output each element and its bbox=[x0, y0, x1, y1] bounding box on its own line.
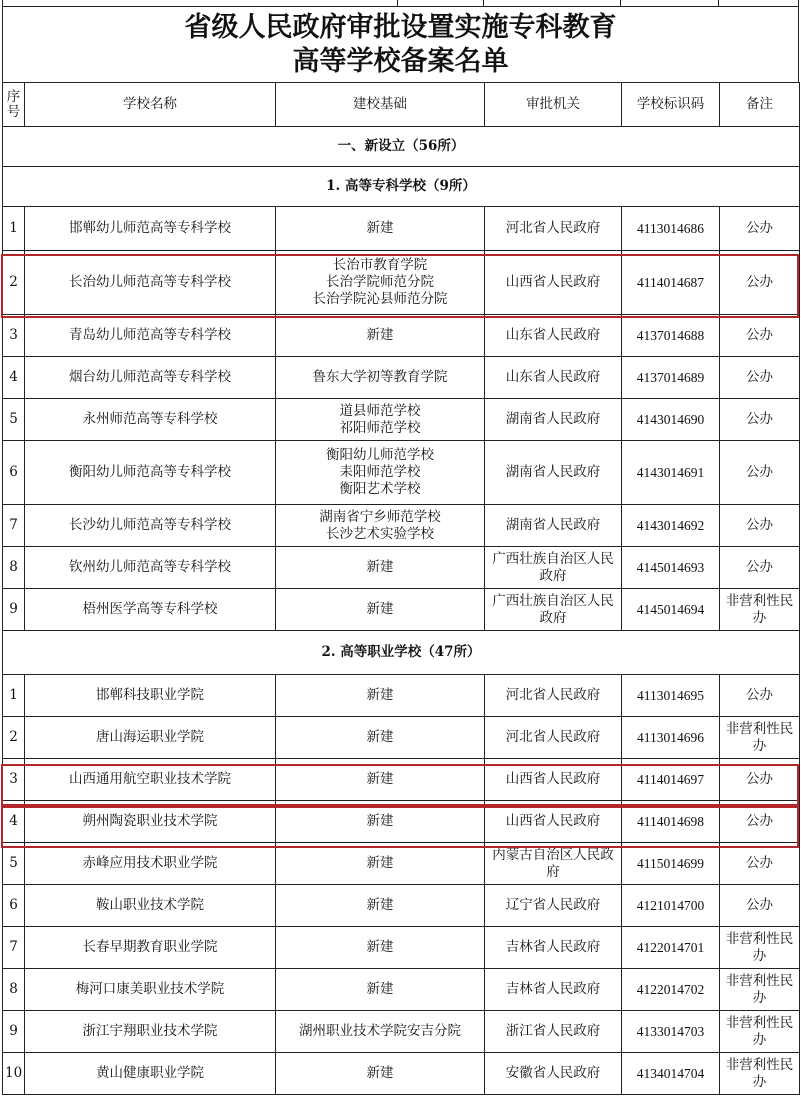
approval-authority: 吉林省人民政府 bbox=[485, 927, 622, 969]
title-line-1: 省级人民政府审批设置实施专科教育 bbox=[184, 12, 617, 43]
school-note: 公办 bbox=[720, 441, 800, 505]
approval-authority: 山西省人民政府 bbox=[485, 759, 622, 801]
title-line-2: 高等学校备案名单 bbox=[292, 46, 509, 77]
basis-line: 新建 bbox=[366, 601, 394, 617]
basis-line: 长治市教育学院 bbox=[332, 257, 428, 273]
table-row bbox=[3, 547, 800, 589]
school-name: 梅河口康美职业技术学院 bbox=[25, 969, 276, 1011]
subsection-title-1: 1. 高等专科学校（9所） bbox=[3, 167, 800, 207]
table-row bbox=[3, 589, 800, 631]
founding-basis bbox=[276, 589, 485, 631]
row-seq: 9 bbox=[3, 589, 25, 631]
school-name: 长沙幼儿师范高等专科学校 bbox=[25, 505, 276, 547]
section-title: 一、新设立（56所） bbox=[3, 127, 800, 167]
approval-authority: 河北省人民政府 bbox=[485, 717, 622, 759]
subsection-row bbox=[3, 167, 800, 207]
row-seq: 1 bbox=[3, 675, 25, 717]
approval-authority: 山东省人民政府 bbox=[485, 315, 622, 357]
basis-line: 新建 bbox=[366, 813, 394, 829]
school-note: 非营利性民办 bbox=[720, 589, 800, 631]
founding-basis bbox=[276, 251, 485, 315]
basis-line: 衡阳艺术学校 bbox=[339, 481, 421, 497]
founding-basis bbox=[276, 547, 485, 589]
table-row bbox=[3, 1011, 800, 1053]
school-name: 烟台幼儿师范高等专科学校 bbox=[25, 357, 276, 399]
school-code: 4143014692 bbox=[622, 505, 720, 547]
row-seq: 10 bbox=[3, 1053, 25, 1095]
founding-basis bbox=[276, 441, 485, 505]
row-seq: 1 bbox=[3, 207, 25, 251]
basis-line: 耒阳师范学校 bbox=[339, 464, 421, 480]
section-row bbox=[3, 127, 800, 167]
school-name: 山西通用航空职业技术学院 bbox=[25, 759, 276, 801]
founding-basis bbox=[276, 315, 485, 357]
school-note: 非营利性民办 bbox=[720, 717, 800, 759]
row-seq: 2 bbox=[3, 251, 25, 315]
school-code: 4143014690 bbox=[622, 399, 720, 441]
subsection-row bbox=[3, 631, 800, 675]
school-note: 公办 bbox=[720, 399, 800, 441]
school-name: 永州师范高等专科学校 bbox=[25, 399, 276, 441]
basis-line: 新建 bbox=[366, 897, 394, 913]
document-title bbox=[2, 6, 799, 82]
school-name: 朔州陶瓷职业技术学院 bbox=[25, 801, 276, 843]
approval-authority: 山西省人民政府 bbox=[485, 801, 622, 843]
basis-line: 新建 bbox=[366, 220, 394, 236]
school-code: 4134014704 bbox=[622, 1053, 720, 1095]
founding-basis bbox=[276, 207, 485, 251]
school-note: 非营利性民办 bbox=[720, 969, 800, 1011]
school-name: 长治幼儿师范高等专科学校 bbox=[25, 251, 276, 315]
school-note: 公办 bbox=[720, 675, 800, 717]
basis-line: 湖州职业技术学院安吉分院 bbox=[299, 1023, 461, 1039]
approval-authority: 山东省人民政府 bbox=[485, 357, 622, 399]
school-code: 4114014697 bbox=[622, 759, 720, 801]
table-header-row bbox=[3, 83, 800, 127]
founding-basis bbox=[276, 399, 485, 441]
row-seq: 7 bbox=[3, 505, 25, 547]
row-seq: 2 bbox=[3, 717, 25, 759]
approval-authority: 湖南省人民政府 bbox=[485, 505, 622, 547]
row-seq: 8 bbox=[3, 969, 25, 1011]
basis-line: 新建 bbox=[366, 559, 394, 575]
school-code: 4145014693 bbox=[622, 547, 720, 589]
basis-line: 衡阳幼儿师范学校 bbox=[326, 447, 434, 463]
row-seq: 5 bbox=[3, 399, 25, 441]
school-note: 公办 bbox=[720, 505, 800, 547]
school-name: 邯郸科技职业学院 bbox=[25, 675, 276, 717]
school-code: 4114014698 bbox=[622, 801, 720, 843]
school-code: 4113014695 bbox=[622, 675, 720, 717]
founding-basis bbox=[276, 357, 485, 399]
table-row bbox=[3, 969, 800, 1011]
approval-authority: 吉林省人民政府 bbox=[485, 969, 622, 1011]
basis-line: 新建 bbox=[366, 981, 394, 997]
table-row bbox=[3, 399, 800, 441]
school-code: 4114014687 bbox=[622, 251, 720, 315]
school-note: 公办 bbox=[720, 207, 800, 251]
row-seq: 6 bbox=[3, 885, 25, 927]
school-note: 公办 bbox=[720, 547, 800, 589]
table-row bbox=[3, 207, 800, 251]
basis-line: 道县师范学校 bbox=[339, 402, 421, 419]
school-note: 公办 bbox=[720, 759, 800, 801]
founding-basis bbox=[276, 759, 485, 801]
founding-basis bbox=[276, 885, 485, 927]
header-basis: 建校基础 bbox=[276, 83, 485, 127]
table-row bbox=[3, 759, 800, 801]
table-row bbox=[3, 885, 800, 927]
school-code: 4137014689 bbox=[622, 357, 720, 399]
header-name: 学校名称 bbox=[25, 83, 276, 127]
approval-authority: 广西壮族自治区人民政府 bbox=[485, 589, 622, 631]
founding-basis bbox=[276, 717, 485, 759]
school-note: 公办 bbox=[720, 885, 800, 927]
school-code: 4137014688 bbox=[622, 315, 720, 357]
row-seq: 5 bbox=[3, 843, 25, 885]
school-name: 长春早期教育职业学院 bbox=[25, 927, 276, 969]
approval-authority: 内蒙古自治区人民政府 bbox=[485, 843, 622, 885]
row-seq: 8 bbox=[3, 547, 25, 589]
approval-authority: 山西省人民政府 bbox=[485, 251, 622, 315]
school-name: 青岛幼儿师范高等专科学校 bbox=[25, 315, 276, 357]
basis-line: 祁阳师范学校 bbox=[339, 419, 421, 436]
row-seq: 3 bbox=[3, 759, 25, 801]
founding-basis bbox=[276, 1053, 485, 1095]
approval-authority: 辽宁省人民政府 bbox=[485, 885, 622, 927]
basis-line: 新建 bbox=[366, 729, 394, 745]
header-seq: 序号 bbox=[3, 83, 25, 127]
header-note: 备注 bbox=[720, 83, 800, 127]
school-name: 邯郸幼儿师范高等专科学校 bbox=[25, 207, 276, 251]
row-seq: 6 bbox=[3, 441, 25, 505]
table-row bbox=[3, 843, 800, 885]
table-row bbox=[3, 441, 800, 505]
school-name: 赤峰应用技术职业学院 bbox=[25, 843, 276, 885]
row-seq: 7 bbox=[3, 927, 25, 969]
school-name: 唐山海运职业学院 bbox=[25, 717, 276, 759]
founding-basis bbox=[276, 505, 485, 547]
table-row bbox=[3, 927, 800, 969]
table-row bbox=[3, 505, 800, 547]
founding-basis bbox=[276, 843, 485, 885]
header-code: 学校标识码 bbox=[622, 83, 720, 127]
approval-authority: 浙江省人民政府 bbox=[485, 1011, 622, 1053]
basis-line: 新建 bbox=[366, 687, 394, 703]
row-seq: 4 bbox=[3, 357, 25, 399]
school-code: 4113014696 bbox=[622, 717, 720, 759]
school-name: 钦州幼儿师范高等专科学校 bbox=[25, 547, 276, 589]
approval-authority: 河北省人民政府 bbox=[485, 207, 622, 251]
school-name: 鞍山职业技术学院 bbox=[25, 885, 276, 927]
school-code: 4145014694 bbox=[622, 589, 720, 631]
school-code: 4122014702 bbox=[622, 969, 720, 1011]
table-row bbox=[3, 1053, 800, 1095]
basis-line: 新建 bbox=[366, 1065, 394, 1081]
subsection-title-2: 2. 高等职业学校（47所） bbox=[3, 631, 800, 675]
school-name: 浙江宇翔职业技术学院 bbox=[25, 1011, 276, 1053]
school-note: 非营利性民办 bbox=[720, 1053, 800, 1095]
school-code: 4133014703 bbox=[622, 1011, 720, 1053]
table-row bbox=[3, 675, 800, 717]
row-seq: 9 bbox=[3, 1011, 25, 1053]
school-code: 4122014701 bbox=[622, 927, 720, 969]
table-row bbox=[3, 717, 800, 759]
school-table bbox=[2, 82, 800, 1095]
table-row bbox=[3, 357, 800, 399]
school-note: 公办 bbox=[720, 251, 800, 315]
basis-line: 新建 bbox=[366, 939, 394, 955]
school-note: 公办 bbox=[720, 801, 800, 843]
approval-authority: 湖南省人民政府 bbox=[485, 399, 622, 441]
approval-authority: 安徽省人民政府 bbox=[485, 1053, 622, 1095]
basis-line: 鲁东大学初等教育学院 bbox=[312, 369, 448, 385]
founding-basis bbox=[276, 801, 485, 843]
school-code: 4143014691 bbox=[622, 441, 720, 505]
founding-basis bbox=[276, 969, 485, 1011]
table-row bbox=[3, 315, 800, 357]
school-note: 公办 bbox=[720, 315, 800, 357]
row-seq: 3 bbox=[3, 315, 25, 357]
school-code: 4121014700 bbox=[622, 885, 720, 927]
approval-authority: 广西壮族自治区人民政府 bbox=[485, 547, 622, 589]
school-name: 梧州医学高等专科学校 bbox=[25, 589, 276, 631]
approval-authority: 河北省人民政府 bbox=[485, 675, 622, 717]
basis-line: 新建 bbox=[366, 855, 394, 871]
basis-line: 长治学院沁县师范分院 bbox=[312, 291, 448, 307]
basis-line: 长沙艺术实验学校 bbox=[326, 525, 434, 542]
school-name: 黄山健康职业学院 bbox=[25, 1053, 276, 1095]
school-note: 非营利性民办 bbox=[720, 927, 800, 969]
row-seq: 4 bbox=[3, 801, 25, 843]
school-note: 非营利性民办 bbox=[720, 1011, 800, 1053]
founding-basis bbox=[276, 927, 485, 969]
school-code: 4115014699 bbox=[622, 843, 720, 885]
basis-line: 新建 bbox=[366, 327, 394, 343]
school-name: 衡阳幼儿师范高等专科学校 bbox=[25, 441, 276, 505]
basis-line: 湖南省宁乡师范学校 bbox=[319, 508, 441, 525]
founding-basis bbox=[276, 1011, 485, 1053]
approval-authority: 湖南省人民政府 bbox=[485, 441, 622, 505]
school-code: 4113014686 bbox=[622, 207, 720, 251]
school-note: 公办 bbox=[720, 357, 800, 399]
table-row bbox=[3, 801, 800, 843]
basis-line: 长治学院师范分院 bbox=[326, 274, 434, 290]
basis-line: 新建 bbox=[366, 771, 394, 787]
header-authority: 审批机关 bbox=[485, 83, 622, 127]
table-row bbox=[3, 251, 800, 315]
school-note: 公办 bbox=[720, 843, 800, 885]
founding-basis bbox=[276, 675, 485, 717]
